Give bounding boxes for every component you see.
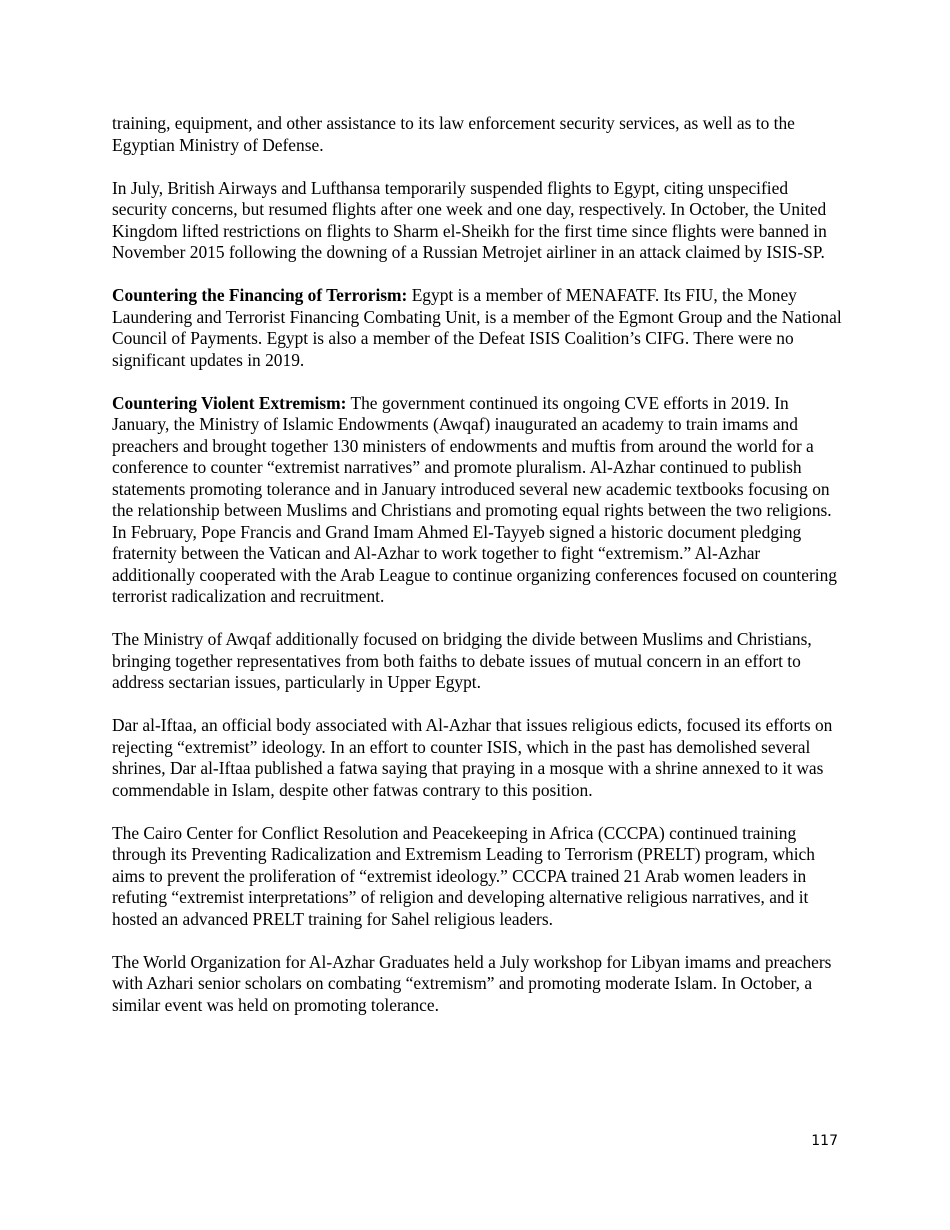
paragraph-text: The government continued its ongoing CVE efforts in 2019. In January, the Ministry of Islamic Endowments (Awqaf) inaugurated an academy to train imams and preachers and brought together 130 ministers of endowments and muftis from around the world for a conference to counter “extremist narratives” and promote pluralism. Al-Azhar continued to publish statements promoting tolerance and in January introduced several new academic textbooks focusing on the relationship between Muslims and Christians and promoting equal rights between the two religions. In February, Pope Francis and Grand Imam Ahmed El-Tayyeb signed a historic document pledging fraternity between the Vatican and Al-Azhar to work together to fight “extremism.” Al-Azhar additionally cooperated with the Arab League to continue organizing conferences focused on countering terrorist radicalization and recruitment. xyxy=(112,392,837,606)
paragraph-training-assistance xyxy=(112,113,847,156)
paragraph-text: The Cairo Center for Conflict Resolution and Peacekeeping in Africa (CCCPA) continued training through its Preventing Radicalization and Extremism Leading to Terrorism (PRELT) program, which aims to prevent the proliferation of “extremist ideology.” CCCPA trained 21 Arab women leaders in refuting “extremist interpretations” of religion and developing alternative religious narratives, and it hosted an advanced PRELT training for Sahel religious leaders. xyxy=(112,822,815,929)
page-number: 117 xyxy=(811,1133,838,1149)
paragraph-text: training, equipment, and other assistance to its law enforcement security services, as well as to the Egyptian Ministry of Defense. xyxy=(112,113,795,155)
paragraph-text: Dar al-Iftaa, an official body associated with Al-Azhar that issues religious edicts, focused its efforts on rejecting “extremist” ideology. In an effort to counter ISIS, which in the past has demolished several shrines, Dar al-Iftaa published a fatwa saying that praying in a mosque with a shrine annexed to it was commendable in Islam, despite other fatwas contrary to this position. xyxy=(112,715,833,800)
paragraph-financing-of-terrorism xyxy=(112,285,847,371)
paragraph-text: Egypt is a member of MENAFATF. Its FIU, the Money Laundering and Terrorist Financing Combating Unit, is a member of the Egmont Group and the National Council of Payments. Egypt is also a member of the Defeat ISIS Coalition’s CIFG. There were no significant updates in 2019. xyxy=(112,285,842,370)
paragraph-text: The Ministry of Awqaf additionally focused on bridging the divide between Muslims and Christians, bringing together representatives from both faiths to debate issues of mutual concern in an effort to address sectarian issues, particularly in Upper Egypt. xyxy=(112,629,812,692)
paragraph-al-azhar-graduates xyxy=(112,952,847,1017)
paragraph-text: The World Organization for Al-Azhar Graduates held a July workshop for Libyan imams and preachers with Azhari senior scholars on combating “extremism” and promoting moderate Islam. In October, a similar event was held on promoting tolerance. xyxy=(112,951,832,1015)
paragraph-cccpa xyxy=(112,823,847,931)
paragraph-awqaf xyxy=(112,629,847,694)
paragraph-flights xyxy=(112,178,847,264)
paragraph-text: In July, British Airways and Lufthansa temporarily suspended flights to Egypt, citing unspecified security concerns, but resumed flights after one week and one day, respectively. In October, the United Kingdom lifted restrictions on flights to Sharm el-Sheikh for the first time since flights were banned in November 2015 following the downing of a Russian Metrojet airliner in an attack claimed by ISIS-SP. xyxy=(112,177,827,262)
section-heading: Countering Violent Extremism: xyxy=(112,392,347,413)
section-heading: Countering the Financing of Terrorism: xyxy=(112,285,408,305)
paragraph-violent-extremism xyxy=(112,393,847,608)
document-body xyxy=(112,113,847,1038)
paragraph-dar-al-iftaa xyxy=(112,715,847,801)
